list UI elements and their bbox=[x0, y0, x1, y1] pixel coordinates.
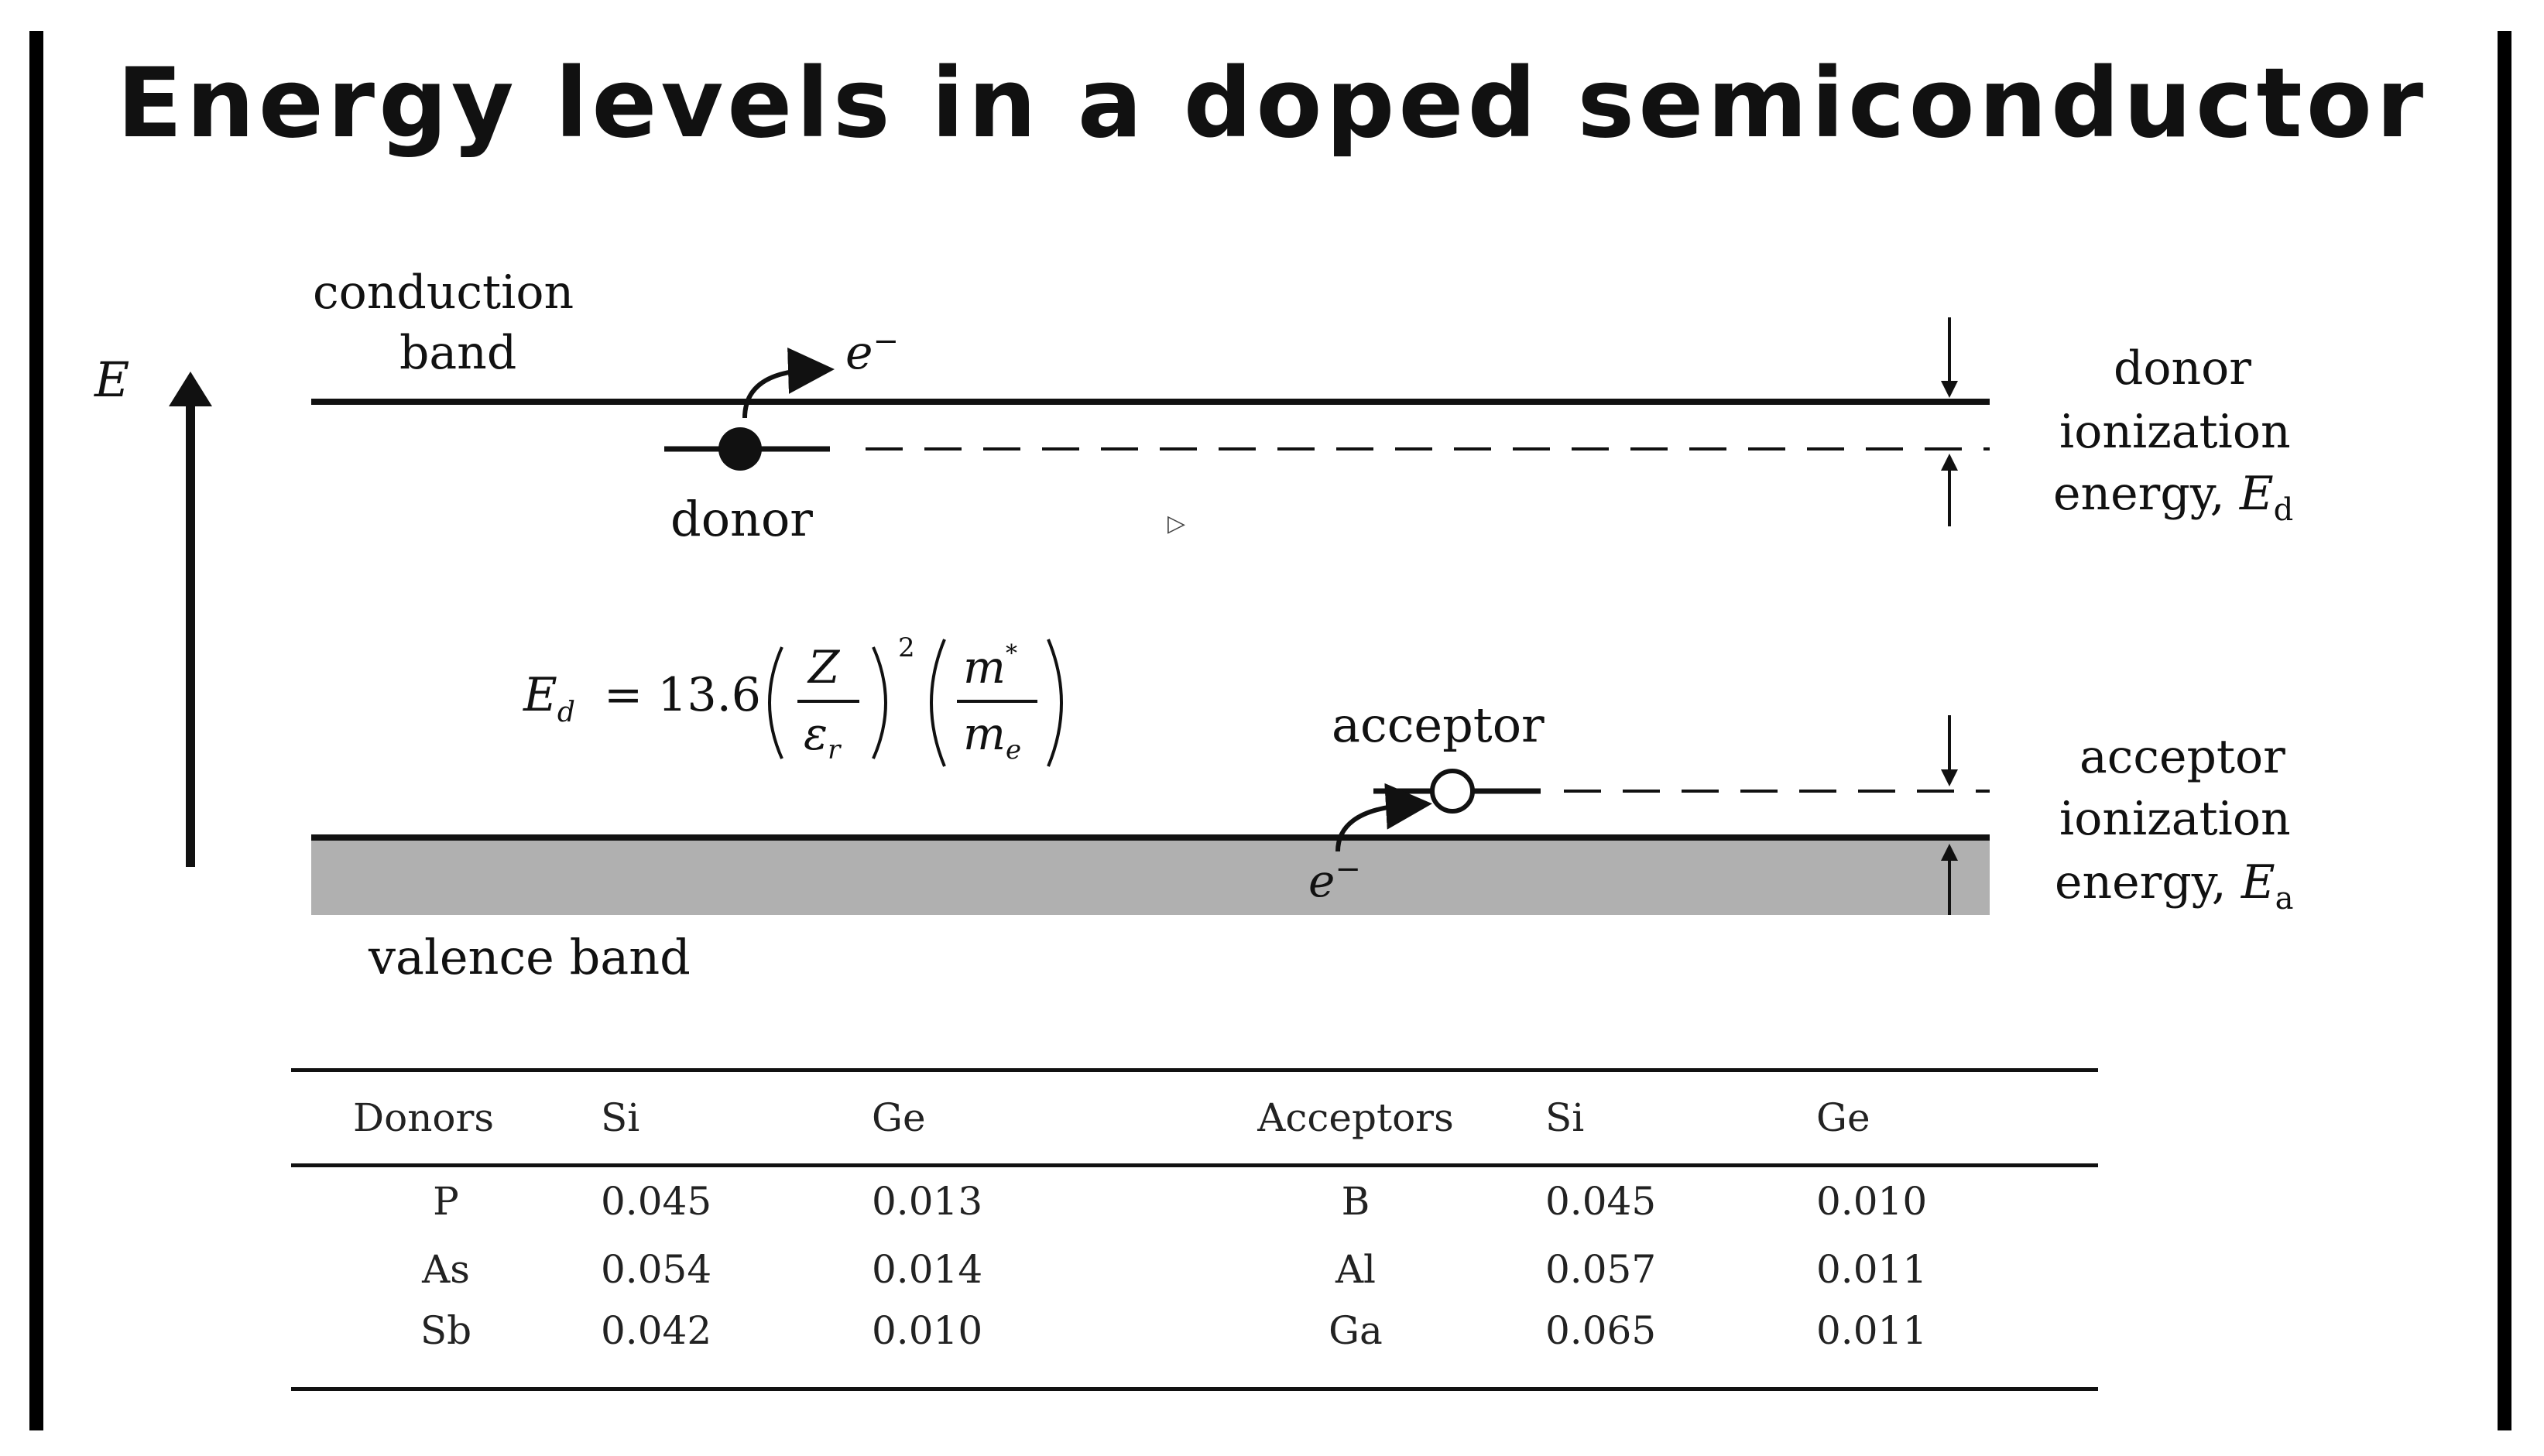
table-row bbox=[291, 1304, 2098, 1389]
formula-paren-right-1 bbox=[873, 647, 886, 759]
donor-electron-arrow bbox=[745, 370, 811, 418]
table-header-cell: Ge bbox=[872, 1095, 926, 1140]
acceptor-ionization-label-line1: acceptor bbox=[2079, 730, 2285, 784]
formula-frac1-denominator: $\varepsilon_r$ bbox=[804, 707, 841, 766]
table-cell: 0.042 bbox=[601, 1308, 712, 1353]
table-cell: 0.045 bbox=[601, 1179, 712, 1224]
acceptor-ionization-label-line3: energy, $E_a$ bbox=[2055, 855, 2294, 916]
table-row bbox=[291, 1235, 2098, 1304]
conduction-band-label-line2: band bbox=[399, 326, 517, 380]
acceptor-hole-circle bbox=[1432, 771, 1473, 811]
energy-axis-arrowhead bbox=[169, 372, 212, 406]
donor-ionization-label-line3: energy, $E_d$ bbox=[2053, 467, 2294, 528]
table-cell: B bbox=[1341, 1179, 1370, 1224]
table-cell: Ga bbox=[1329, 1308, 1383, 1353]
table-cell: 0.014 bbox=[872, 1247, 983, 1292]
table-cell: Al bbox=[1335, 1247, 1377, 1292]
donor-electron-label: e− bbox=[845, 324, 900, 380]
acceptor-ionization-label-line2: ionization bbox=[2059, 792, 2291, 846]
table-header-row bbox=[291, 1071, 2098, 1166]
table-cell: 0.045 bbox=[1545, 1179, 1657, 1224]
table-row bbox=[291, 1166, 2098, 1236]
page-title: Energy levels in a doped semiconductor bbox=[116, 48, 2428, 159]
table-cell: 0.013 bbox=[872, 1179, 983, 1224]
valence-band-fill bbox=[311, 838, 1990, 915]
ionization-energy-table bbox=[291, 1068, 2098, 1391]
formula-exponent: 2 bbox=[898, 632, 915, 663]
table-cell: P bbox=[433, 1179, 459, 1224]
conduction-band-label-line1: conduction bbox=[313, 266, 574, 320]
ionization-energy-formula bbox=[523, 632, 1061, 766]
acceptor-label: acceptor bbox=[1332, 697, 1545, 753]
table-cell: Sb bbox=[420, 1308, 472, 1353]
donor-label: donor bbox=[670, 491, 813, 547]
table-cell: 0.057 bbox=[1545, 1247, 1657, 1292]
formula-frac1-numerator: Z bbox=[808, 641, 840, 694]
formula-paren-left-1 bbox=[770, 647, 782, 759]
formula-frac2-denominator: $m_e$ bbox=[963, 707, 1022, 766]
table-cell: 0.010 bbox=[1816, 1179, 1928, 1224]
table-cell: 0.054 bbox=[601, 1247, 712, 1292]
table-header-cell: Acceptors bbox=[1257, 1095, 1454, 1140]
table-cell: As bbox=[422, 1247, 470, 1292]
cursor-icon: ▷ bbox=[1167, 510, 1186, 537]
formula-coefficient: = 13.6 bbox=[604, 668, 761, 722]
donor-gap-arrowhead-bottom bbox=[1941, 454, 1958, 471]
table-cell: 0.011 bbox=[1816, 1308, 1928, 1353]
table-header-cell: Donors bbox=[353, 1095, 495, 1140]
table-cell: 0.011 bbox=[1816, 1247, 1928, 1292]
acceptor-electron-label: e− bbox=[1308, 851, 1361, 907]
table-header-cell: Si bbox=[1545, 1095, 1585, 1140]
formula-paren-left-2 bbox=[931, 639, 945, 766]
table-cell: 0.065 bbox=[1545, 1308, 1657, 1353]
donor-gap-arrowhead-top bbox=[1941, 381, 1958, 398]
table-cell: 0.010 bbox=[872, 1308, 983, 1353]
donor-ionization-label-line1: donor bbox=[2114, 341, 2251, 396]
table-header-cell: Ge bbox=[1816, 1095, 1870, 1140]
table-header-cell: Si bbox=[601, 1095, 640, 1140]
formula-frac2-numerator: m* bbox=[963, 640, 1017, 694]
formula-lhs: $E_d$ bbox=[523, 668, 575, 728]
formula-paren-right-2 bbox=[1048, 639, 1061, 766]
valence-band-label: valence band bbox=[369, 929, 691, 985]
acceptor-gap-arrowhead-top bbox=[1941, 769, 1958, 786]
donor-electron-dot bbox=[718, 427, 762, 471]
energy-axis-label: E bbox=[94, 351, 130, 408]
donor-ionization-label-line2: ionization bbox=[2059, 405, 2291, 459]
